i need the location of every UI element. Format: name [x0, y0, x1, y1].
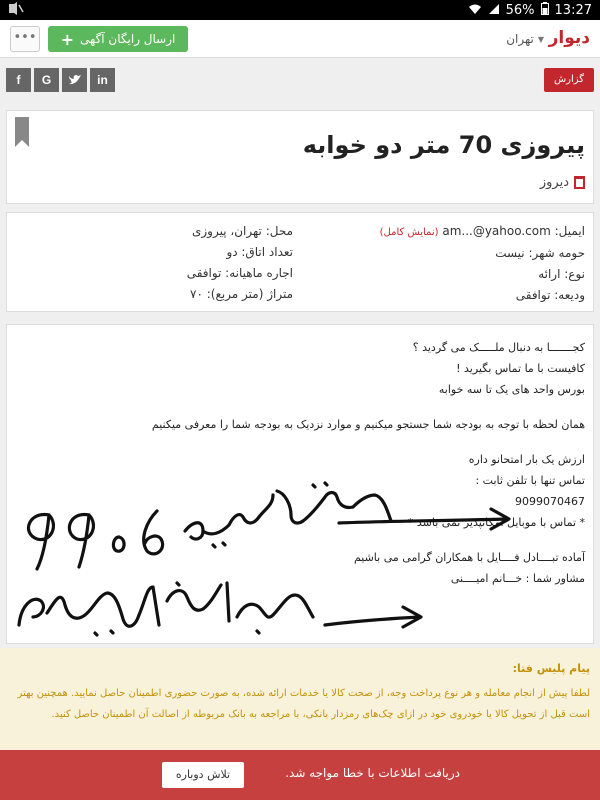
chevron-down-icon: ▼ [537, 34, 544, 44]
status-bar [0, 0, 600, 20]
plus-icon: + [60, 29, 75, 49]
notification-icon [8, 4, 24, 19]
desc-line: * تماس با موبایل امکانپذیر نمی باشد * [407, 516, 585, 529]
report-button[interactable]: گزارش [544, 68, 594, 92]
desc-line: بورس واحد های یک تا سه خوابه [438, 383, 585, 396]
divar-logo[interactable]: دیوار [548, 28, 590, 48]
desc-line: آماده تبــــادل فــــایل با همکاران گرامی می باشیم [353, 551, 585, 564]
calendar-icon [574, 176, 585, 189]
facebook-icon[interactable]: f [6, 68, 31, 92]
detail-location: محل: تهران، پیروزی [191, 224, 293, 238]
wifi-icon [468, 3, 482, 19]
desc-line: کافیست با ما تماس بگیرید ! [456, 362, 585, 375]
city-name: تهران [506, 32, 534, 46]
more-menu-button[interactable]: ••• [10, 26, 40, 52]
city-selector[interactable] [506, 32, 544, 46]
ad-description-card [6, 324, 594, 644]
status-right [468, 2, 592, 19]
ad-description [15, 337, 585, 589]
details-right-column [380, 221, 585, 306]
app-header [0, 20, 600, 58]
desc-line: مشاور شما : خـــانم امیــــنی [450, 572, 585, 585]
error-snackbar [0, 750, 600, 800]
police-notice [0, 648, 600, 750]
retry-button[interactable]: تلاش دوباره [162, 762, 244, 788]
google-plus-icon[interactable]: G [34, 68, 59, 92]
desc-line: تماس تنها با تلفن ثابت : [475, 474, 585, 487]
battery-percent: 56% [505, 3, 535, 18]
post-ad-label: ارسال رایگان آگهی [80, 32, 176, 46]
status-left [8, 2, 24, 19]
post-ad-button[interactable] [48, 26, 188, 52]
desc-line: کجـــــــا به دنبال ملـــــک می گردید ؟ [412, 341, 585, 354]
signal-icon [488, 3, 500, 19]
email-value: ایمیل: am...@yahoo.com [442, 224, 585, 238]
linkedin-icon[interactable]: in [90, 68, 115, 92]
clock: 13:27 [554, 3, 592, 18]
desc-line: ارزش یک بار امتحانو داره [468, 453, 585, 466]
detail-rooms: تعداد اتاق: دو [226, 245, 293, 259]
detail-rent: اجاره ماهیانه: توافقی [186, 266, 293, 280]
ad-details-card [6, 212, 594, 312]
desc-line: همان لحظه با توجه به بودجه شما جستجو میکنیم و موارد نزدیک به بودجه شما را معرفی میکنیم [151, 418, 585, 431]
ad-title-card [6, 110, 594, 204]
detail-deposit: ودیعه: توافقی [515, 288, 585, 302]
phone-number[interactable]: 9099070467 [515, 495, 585, 508]
error-message: دریافت اطلاعات با خطا مواجه شد. [285, 766, 460, 780]
detail-type: نوع: ارائه [538, 267, 585, 281]
ad-title: پیروزی 70 متر دو خوابه [302, 131, 585, 159]
share-buttons [6, 68, 115, 92]
bookmark-icon[interactable] [15, 117, 29, 147]
battery-icon [541, 2, 549, 19]
detail-suburb: حومه شهر: نیست [495, 246, 585, 260]
show-full-email-link[interactable]: (نمایش کامل) [379, 227, 439, 238]
posted-time [540, 175, 585, 190]
twitter-icon[interactable] [62, 68, 87, 92]
posted-time-label: دیروز [539, 175, 569, 190]
detail-email [380, 221, 585, 243]
police-notice-text: لطفا پیش از انجام معامله و هر نوع پرداخت وجه، از صحت کالا یا خدمات ارائه شده، به صورت حضوری اطمینان حاصل نمایید. همچنین بهتر است قبل از تحویل کالا یا خودروی خود در ازای چک‌های رمزدار بانکی، با مراجعه به بانک مربوطه از اصالت آن اطمینان حاصل کنید. [17, 688, 590, 720]
detail-area: متراژ (متر مربع): ۷۰ [190, 287, 293, 301]
police-notice-title: پیام پلیس فتا: [512, 662, 590, 675]
details-left-column [187, 221, 293, 305]
